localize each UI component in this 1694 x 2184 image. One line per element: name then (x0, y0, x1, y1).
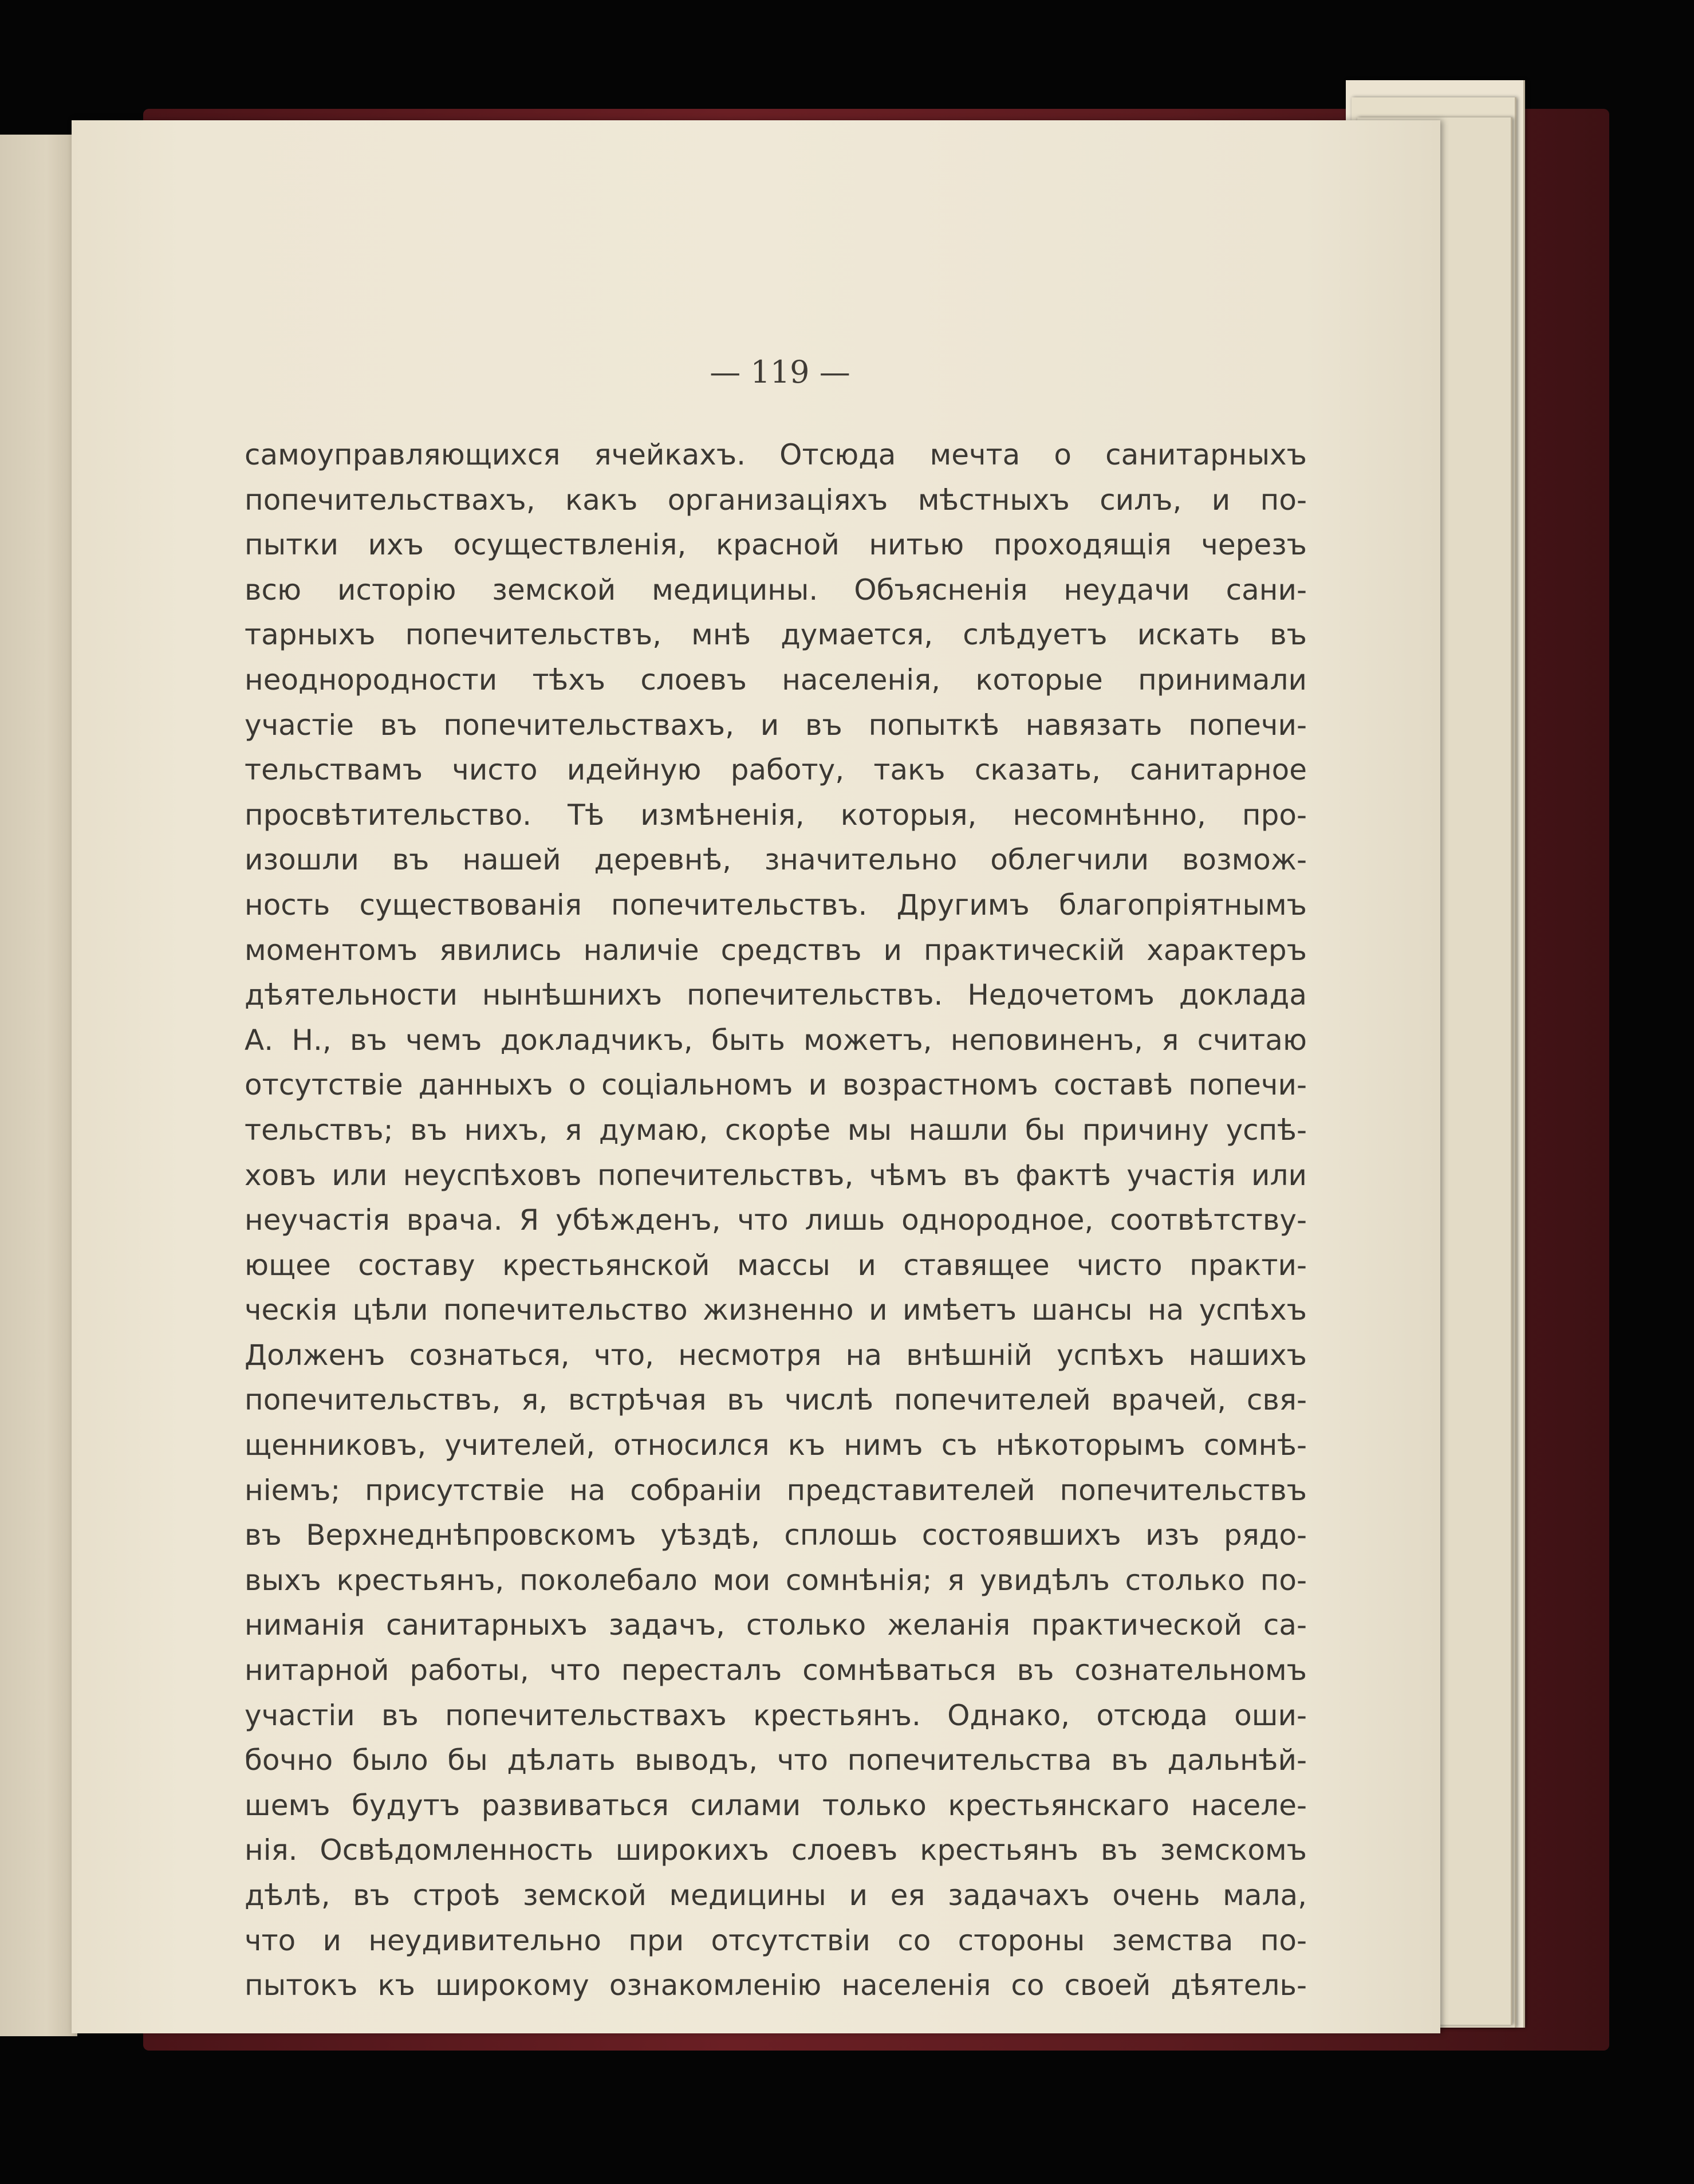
text-line: шемъ будутъ развиваться силами только крестьянскаго населе- (245, 1788, 1307, 1822)
body-text (245, 432, 1307, 2008)
text-line: ниманiя санитарныхъ задачъ, столько желанiя практической са- (245, 1608, 1307, 1642)
text-line: участiе въ попечительствахъ, и въ попыткѣ навязать попечи- (245, 708, 1307, 742)
text-line: самоуправляющихся ячейкахъ. Отсюда мечта о санитарныхъ (245, 438, 1307, 471)
text-line: нiя. Освѣдомленность широкихъ слоевъ крестьянъ въ земскомъ (245, 1833, 1307, 1867)
text-line: участiи въ попечительствахъ крестьянъ. Однако, отсюда оши- (245, 1698, 1307, 1732)
page-number: — 119 — (710, 354, 850, 390)
text-line: А. Н., въ чемъ докладчикъ, быть можетъ, неповиненъ, я считаю (245, 1023, 1307, 1057)
text-line: просвѣтительство. Тѣ измѣненiя, которыя, несомнѣнно, про- (245, 798, 1307, 832)
text-line: моментомъ явились наличiе средствъ и практическiй характеръ (245, 933, 1307, 967)
text-line: бочно было бы дѣлать выводъ, что попечительства въ дальнѣй- (245, 1744, 1307, 1777)
text-line: ховъ или неуспѣховъ попечительствъ, чѣмъ въ фактѣ участiя или (245, 1158, 1307, 1192)
text-line: дѣлѣ, въ строѣ земской медицины и ея задачахъ очень мала, (245, 1879, 1307, 1912)
text-line: ческiя цѣли попечительство жизненно и имѣетъ шансы на успѣхъ (245, 1293, 1307, 1327)
text-line: Долженъ сознаться, что, несмотря на внѣшнiй успѣхъ нашихъ (245, 1338, 1307, 1372)
text-line: неучастiя врача. Я убѣжденъ, что лишь однородное, соотвѣтству- (245, 1203, 1307, 1237)
text-line: дѣятельности нынѣшнихъ попечительствъ. Недочетомъ доклада (245, 978, 1307, 1012)
previous-page-edge (0, 135, 77, 2036)
text-line: нiемъ; присутствiе на собранiи представителей попечительствъ (245, 1473, 1307, 1507)
text-line: неоднородности тѣхъ слоевъ населенiя, которые принимали (245, 663, 1307, 696)
text-line: пытки ихъ осуществленiя, красной нитью проходящiя черезъ (245, 528, 1307, 562)
text-line: щенниковъ, учителей, относился къ нимъ съ нѣкоторымъ сомнѣ- (245, 1429, 1307, 1462)
text-line: въ Верхнеднѣпровскомъ уѣздѣ, сплошь состоявшихъ изъ рядо- (245, 1518, 1307, 1552)
book-page (72, 120, 1440, 2033)
text-line: нитарной работы, что пересталъ сомнѣваться въ сознательномъ (245, 1654, 1307, 1687)
text-line: тельствамъ чисто идейную работу, такъ сказать, санитарное (245, 753, 1307, 787)
text-line: тарныхъ попечительствъ, мнѣ думается, слѣдуетъ искать въ (245, 618, 1307, 652)
text-line: отсутствiе данныхъ о соцiальномъ и возрастномъ составѣ попечи- (245, 1068, 1307, 1102)
text-line: пытокъ къ широкому ознакомленiю населенiя со своей дѣятель- (245, 1969, 1307, 2002)
text-line: изошли въ нашей деревнѣ, значительно облегчили возмож- (245, 843, 1307, 877)
text-line: выхъ крестьянъ, поколебало мои сомнѣнiя; я увидѣлъ столько по- (245, 1563, 1307, 1597)
text-line: попечительствъ, я, встрѣчая въ числѣ попечителей врачей, свя- (245, 1383, 1307, 1417)
text-line: ность существованiя попечительствъ. Другимъ благопрiятнымъ (245, 888, 1307, 922)
text-line: ющее составу крестьянской массы и ставящее чисто практи- (245, 1248, 1307, 1282)
text-line: что и неудивительно при отсутствiи со стороны земства по- (245, 1923, 1307, 1957)
text-line: тельствъ; въ нихъ, я думаю, скорѣе мы нашли бы причину успѣ- (245, 1113, 1307, 1147)
text-line: попечительствахъ, какъ организацiяхъ мѣстныхъ силъ, и по- (245, 483, 1307, 517)
text-line: всю исторiю земской медицины. Объясненiя неудачи сани- (245, 573, 1307, 607)
